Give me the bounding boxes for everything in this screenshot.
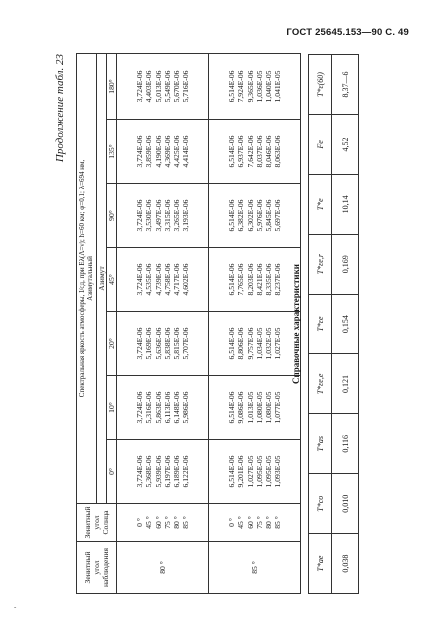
value-cell: 6,514E-06 6,937E-06 7,642E-06 8,037E-06 8,046E-06 8,063E-06: [209, 120, 301, 184]
value-cell: 6,514E-06 7,924E-06 9,365E-06 1,036E-05 1,040E-05 1,041E-05: [209, 53, 301, 119]
value-cell: 3,724E-06 5,316E-06 5,863E-06 6,113E-06 6,148E-06 5,986E-06: [117, 376, 209, 440]
value-cell: 3,724E-06 3,859E-06 4,190E-06 4,369E-06 4,425E-06 4,414E-06: [117, 120, 209, 184]
value-cell: 3,724E-06 5,169E-06 5,636E-06 5,838E-06 5,815E-06 5,707E-06: [117, 312, 209, 376]
value-cell: 3,724E-06 4,535E-06 4,739E-06 4,758E-06 4,717E-06 4,602E-06: [117, 248, 209, 312]
reference-symbols-row: [309, 55, 332, 594]
value-cell: 3,724E-06 3,530E-06 3,497E-06 3,315E-06 3,265E-06 3,193E-06: [117, 184, 209, 248]
ref-value: 10,14: [332, 174, 359, 234]
azimuth-20: 20°: [107, 312, 117, 376]
ref-symbol: T*ae: [309, 534, 332, 594]
page-header: [0, 0, 431, 40]
azimuth-0: 0°: [107, 440, 117, 504]
table-row: [209, 53, 301, 593]
value-cell: 6,514E-06 8,806E-06 9,757E-06 1,034E-05 1,032E-05 1,027E-05: [209, 312, 301, 376]
ref-symbol: T*ε(60): [309, 55, 332, 115]
margin-mark: -: [14, 603, 17, 611]
azimuth-45: 45°: [107, 248, 117, 312]
value-cell: 6,514E-06 7,765E-06 8,203E-06 8,421E-06 8,335E-06 8,237E-06: [209, 248, 301, 312]
obs-angle: 85 °: [209, 542, 301, 594]
obs-angle: 80 °: [117, 542, 209, 594]
value-cell: 6,514E-06 6,382E-06 6,302E-06 5,976E-06 5,845E-06 5,697E-06: [209, 184, 301, 248]
header-zenith-sun: Зенитный угол Солнца: [77, 504, 117, 542]
ref-value: 0,154: [332, 294, 359, 354]
ref-symbol: T*e: [309, 174, 332, 234]
azimuth-180: 180°: [107, 53, 117, 119]
reference-table: [308, 54, 359, 594]
azimuth-90: 90°: [107, 184, 117, 248]
azimuth-135: 135°: [107, 120, 117, 184]
ref-symbol: T*εe,e: [309, 354, 332, 414]
ref-symbol: T*εe,r: [309, 234, 332, 294]
ref-value: 0,121: [332, 354, 359, 414]
table-row: [117, 53, 209, 593]
value-cell: 6,514E-06 9,086E-06 1,013E-05 1,080E-05 1,080E-05 1,077E-05: [209, 376, 301, 440]
azimuth-10: 10°: [107, 376, 117, 440]
reference-title: Справочные характеристики: [291, 264, 301, 384]
rotated-page: [50, 50, 400, 598]
standard-number: ГОСТ 25645.153—90 С. 49: [286, 27, 409, 38]
reference-values-row: [332, 55, 359, 594]
ref-value: 0,169: [332, 234, 359, 294]
ref-value: 0,038: [332, 534, 359, 594]
header-azimuth: Азимут: [96, 53, 106, 503]
header-zenith-obs: Зенитный угол наблюдения: [77, 542, 117, 594]
ref-value: 0,116: [332, 414, 359, 474]
ref-symbol: T*εe: [309, 294, 332, 354]
table-caption-line2: Азимутальный: [86, 256, 95, 301]
continuation-label: Продолжение табл. 23: [54, 54, 66, 163]
ref-symbol: Fе: [309, 115, 332, 175]
ref-value: 0,010: [332, 474, 359, 534]
value-cell: 3,724E-06 5,368E-06 5,939E-06 6,197E-06 6,189E-06 6,122E-06: [117, 440, 209, 504]
ref-value: 8,37—6: [332, 55, 359, 115]
table-caption-line1: Спектральная яркость атмосферы, I/cд, при Eλ(Λ=ν); h=60 км; φ=0,1; λ=694 нм,: [78, 159, 86, 398]
value-cell: 3,724E-06 4,403E-06 5,013E-06 5,549E-06 5,670E-06 5,716E-06: [117, 53, 209, 119]
sun-angles: 0 ° 45 ° 60 ° 75 ° 80 ° 85 °: [117, 504, 209, 542]
ref-symbol: T*co: [309, 474, 332, 534]
sun-angles: 0 ° 45 ° 60 ° 75 ° 80 ° 85 °: [209, 504, 301, 542]
radiance-table: [76, 53, 301, 594]
table-caption: [77, 53, 97, 503]
value-cell: 6,514E-06 9,201E-06 1,027E-05 1,095E-05 1,095E-05 1,093E-05: [209, 440, 301, 504]
ref-value: 4,52: [332, 115, 359, 175]
ref-symbol: T*as: [309, 414, 332, 474]
